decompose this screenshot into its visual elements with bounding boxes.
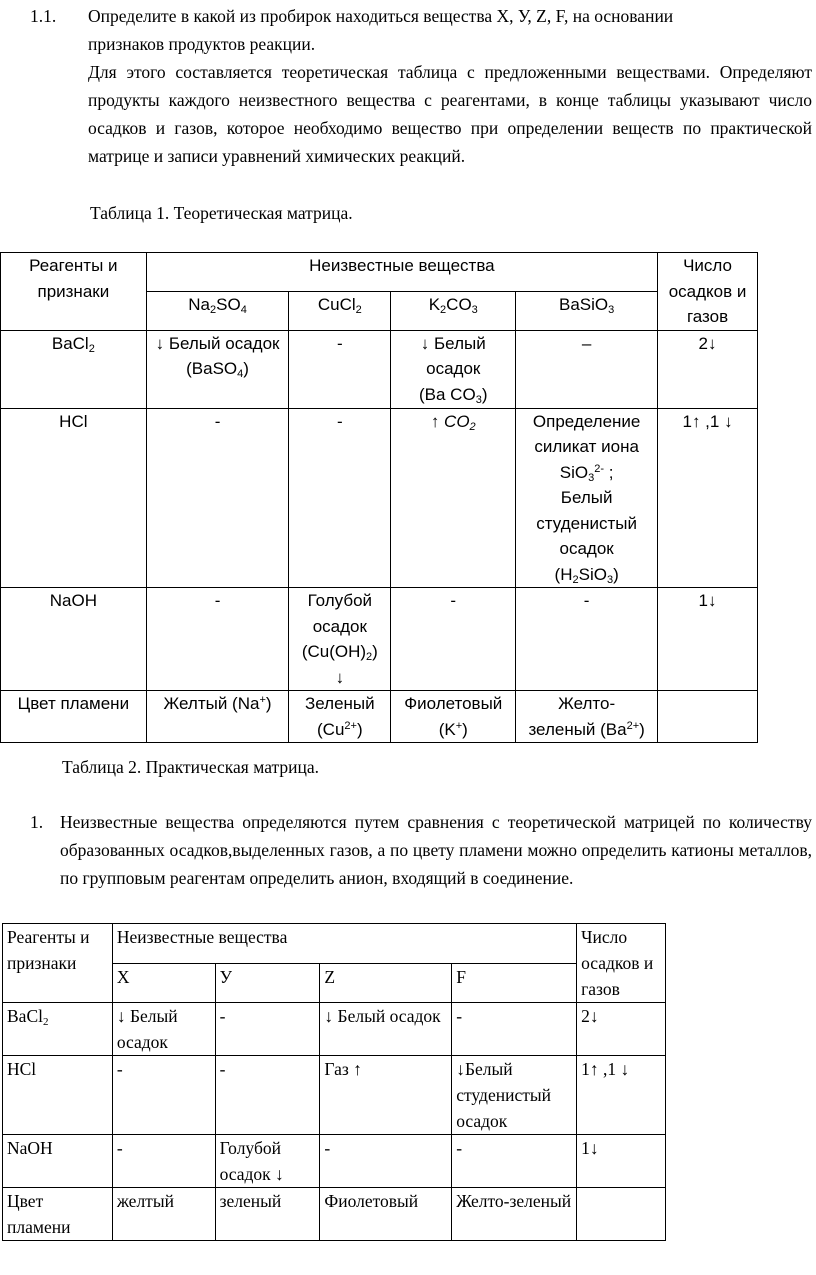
intro-line-1 [30,2,812,30]
t1-reagent-flame: Цвет пламени [1,691,147,743]
t1-cell: Желтый (Na+) [146,691,289,743]
t2-cell: - [215,1003,320,1056]
t1-substance-k2co3: $K_2CO_3$ [391,291,516,330]
t1-cell: Зеленый $(Cu^{2+})$ [289,691,391,743]
t1-cell: ↓ Белый осадок (Ba $CO_3$) [391,330,516,408]
t2-cell: - [112,1056,215,1135]
step1-paragraph [30,808,812,892]
t2-column-f: F [452,963,577,1003]
step1-text: Неизвестные вещества определяются путем сравнения с теоретической матрицей по количеству образованных осадков,выделенных газов, а по цвету пламени можно определить катионы металлов, по групповым реагентам определить анион, входящий в соединение. [60,812,812,888]
t1-header-reagents: Реагенты и признаки [1,253,147,331]
t1-count: 1↓ [658,588,758,691]
t1-cell: Определение силикат иона SiO$_3^{2-}$ ; Белый студенистый осадок $(H_2SiO_3)$ [516,408,658,588]
t1-cell: - [146,588,289,691]
t1-count: 1↑ ,1 ↓ [658,408,758,588]
t2-header-unknown: Неизвестные вещества [112,924,576,964]
t1-count [658,691,758,743]
t2-cell: - [215,1056,320,1135]
table2-caption: Таблица 2. Практическая матрица. [62,757,319,777]
t1-cell: ↑ $CO_2$ [391,408,516,588]
t2-reagent-naoh: NaOH [3,1135,113,1188]
t1-cell: – [516,330,658,408]
t1-count: 2↓ [658,330,758,408]
t2-count: 1↑ ,1 ↓ [577,1056,666,1135]
t2-header-reagents: Реагенты и признаки [3,924,113,1003]
t2-cell: Фиолетовый [320,1188,452,1241]
intro-paragraph [30,2,812,170]
t1-cell: - [391,588,516,691]
t2-count: 2↓ [577,1003,666,1056]
t2-column-z: Z [320,963,452,1003]
t2-cell: зеленый [215,1188,320,1241]
t1-cell: Фиолетовый (K+) [391,691,516,743]
t1-cell: - [289,408,391,588]
t1-cell: - [289,330,391,408]
t2-cell: - [112,1135,215,1188]
intro-line1-text: Определите в какой из пробирок находиться вещества X, У, Z, F, на основании [88,6,674,26]
intro-line2-text: признаков продуктов реакции. [88,34,316,54]
theoretical-matrix-table [0,252,758,743]
t1-reagent-hcl: HCl [1,408,147,588]
t2-cell: - [320,1135,452,1188]
t2-cell: ↓ Белый осадок [320,1003,452,1056]
t2-cell: Голубой осадок ↓ [215,1135,320,1188]
t2-reagent-bacl2: BaCl$_2$ [3,1003,113,1056]
t1-substance-basio3: BaSiO$_3$ [516,291,658,330]
table1-caption: Таблица 1. Теоретическая матрица. [90,203,353,223]
t2-reagent-flame: Цвет пламени [3,1188,113,1241]
t2-cell: Желто-зеленый [452,1188,577,1241]
t2-cell: желтый [112,1188,215,1241]
t2-reagent-hcl: HCl [3,1056,113,1135]
t1-cell: Голубой осадок $(Cu(OH)_2)$ ↓ [289,588,391,691]
t2-cell: Газ ↑ [320,1056,452,1135]
t1-reagent-bacl2: BaCl$_2$ [1,330,147,408]
t1-header-count: Число осадков и газов [658,253,758,331]
t2-column-u: У [215,963,320,1003]
t2-count: 1↓ [577,1135,666,1188]
t1-reagent-naoh: NaOH [1,588,147,691]
t2-header-count: Число осадков и газов [577,924,666,1003]
t1-cell: - [146,408,289,588]
t1-header-unknown: Неизвестные вещества [146,253,657,292]
t2-cell: - [452,1003,577,1056]
intro-number: 1.1. [30,6,57,26]
t1-cell: - [516,588,658,691]
t2-cell: ↓ Белый осадок [112,1003,215,1056]
intro-method-text: Для этого составляется теоретическая таблица с предложенными веществами. Определяют продукты каждого неизвестного вещества с реагентами, в конце таблицы указывают число осадков и газов, которое необходимо вещество при определении веществ по практической матрице и записи уравнений химических реакций. [88,62,812,166]
t2-cell: ↓Белый студенистый осадок [452,1056,577,1135]
step1-number: 1. [30,812,44,832]
t1-substance-cucl2: CuCl$_2$ [289,291,391,330]
t1-substance-na2so4: $Na_2SO_4$ [146,291,289,330]
t2-count [577,1188,666,1241]
practical-matrix-table [2,923,666,1241]
t2-cell: - [452,1135,577,1188]
t1-cell: Желто- зеленый $(Ba^{2+})$ [516,691,658,743]
t1-cell: ↓ Белый осадок (BaSO$_4$) [146,330,289,408]
t2-column-x: X [112,963,215,1003]
